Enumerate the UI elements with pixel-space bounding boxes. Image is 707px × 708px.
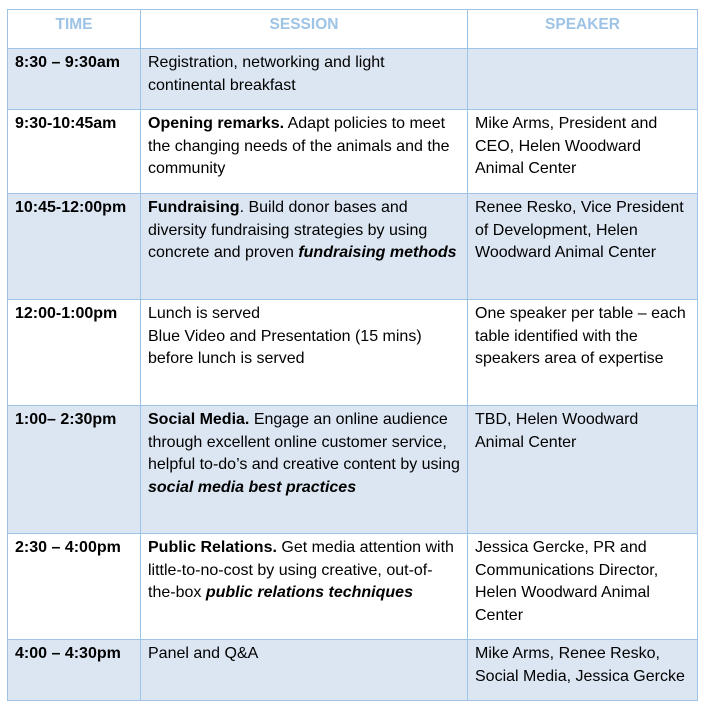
session-text: . Build donor bases and diversity fundraising strategies by using concrete and proven xyxy=(148,199,428,262)
session-lead: Opening remarks. xyxy=(148,115,285,132)
schedule-table xyxy=(7,9,698,701)
session-emphasis: public relations techniques xyxy=(205,584,413,602)
header-time: TIME xyxy=(8,10,141,49)
session-cell xyxy=(141,194,468,300)
time-cell: 1:00– 2:30pm xyxy=(8,406,141,534)
session-text: Registration, networking and light continental breakfast xyxy=(148,54,385,94)
session-text: Panel and Q&A xyxy=(148,645,259,662)
session-cell xyxy=(141,534,468,640)
speaker-cell xyxy=(468,49,698,110)
session-lead: Fundraising xyxy=(148,199,240,216)
speaker-cell: Mike Arms, Renee Resko, Social Media, Jessica Gercke xyxy=(468,640,698,701)
session-lead: Public Relations. xyxy=(148,539,277,556)
time-cell: 10:45-12:00pm xyxy=(8,194,141,300)
speaker-cell: Jessica Gercke, PR and Communications Director, Helen Woodward Animal Center xyxy=(468,534,698,640)
header-session: SESSION xyxy=(141,10,468,49)
session-cell xyxy=(141,640,468,701)
schedule-row xyxy=(8,194,698,300)
schedule-row xyxy=(8,406,698,534)
schedule-row xyxy=(8,640,698,701)
session-line-1: Lunch is served xyxy=(148,305,261,322)
schedule-row xyxy=(8,110,698,194)
session-lead: Social Media. xyxy=(148,411,250,428)
speaker-cell: One speaker per table – each table identified with the speakers area of expertise xyxy=(468,300,698,406)
session-text: Adapt policies to meet the changing needs of the animals and the community xyxy=(148,115,450,178)
schedule-row xyxy=(8,49,698,110)
session-text: Get media attention with little-to-no-cost by using creative, out-of-the-box xyxy=(148,539,454,602)
header-row xyxy=(8,10,698,49)
session-cell xyxy=(141,300,468,406)
time-cell: 12:00-1:00pm xyxy=(8,300,141,406)
time-cell: 4:00 – 4:30pm xyxy=(8,640,141,701)
session-emphasis: social media best practices xyxy=(148,478,357,496)
session-cell xyxy=(141,110,468,194)
speaker-cell: Mike Arms, President and CEO, Helen Woodward Animal Center xyxy=(468,110,698,194)
session-cell xyxy=(141,406,468,534)
speaker-cell: Renee Resko, Vice President of Development, Helen Woodward Animal Center xyxy=(468,194,698,300)
time-cell: 2:30 – 4:00pm xyxy=(8,534,141,640)
session-text: Engage an online audience through excellent online customer service, helpful to-do’s and creative content by using xyxy=(148,411,460,474)
schedule-row xyxy=(8,300,698,406)
session-line-2: Blue Video and Presentation (15 mins) before lunch is served xyxy=(148,327,422,368)
time-cell: 9:30-10:45am xyxy=(8,110,141,194)
session-cell xyxy=(141,49,468,110)
header-speaker: SPEAKER xyxy=(468,10,698,49)
time-cell: 8:30 – 9:30am xyxy=(8,49,141,110)
speaker-cell: TBD, Helen Woodward Animal Center xyxy=(468,406,698,534)
schedule-row xyxy=(8,534,698,640)
session-emphasis: fundraising methods xyxy=(298,244,457,262)
